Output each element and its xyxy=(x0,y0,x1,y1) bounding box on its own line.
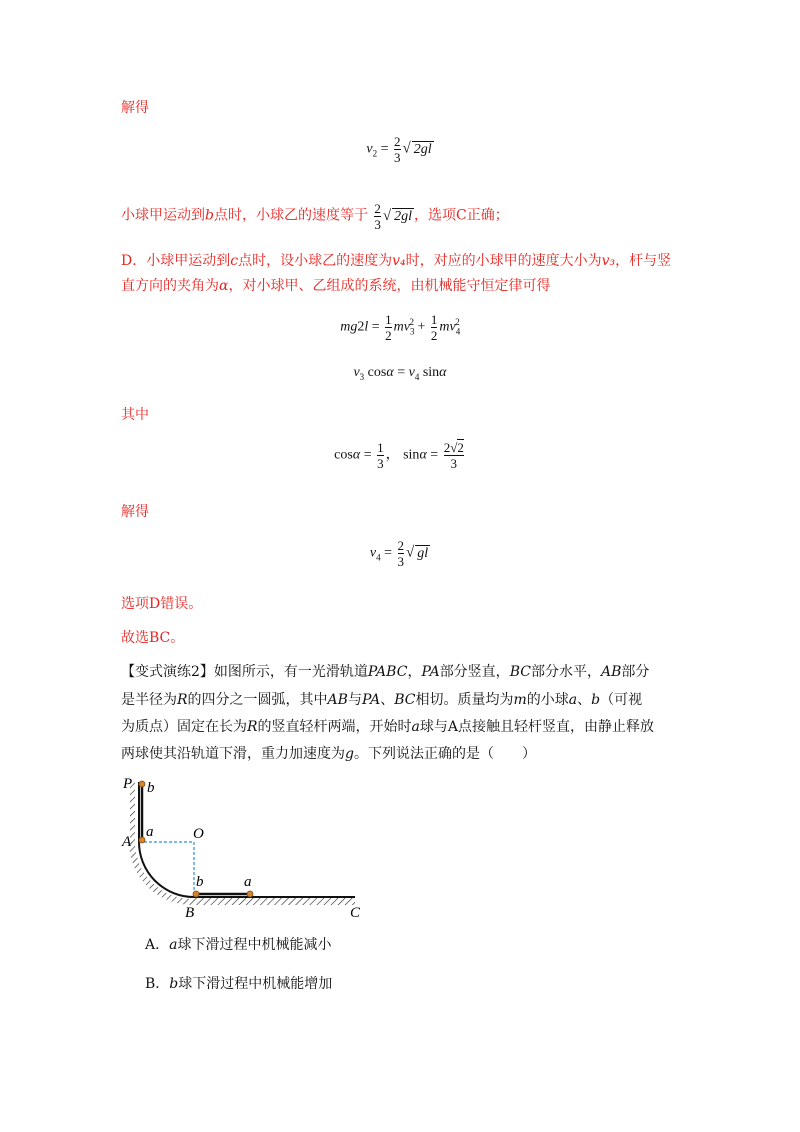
option-b[interactable]: B．b球下滑过程中机械能增加 xyxy=(145,976,333,992)
label-b-top: b xyxy=(147,780,155,796)
floor-hatching xyxy=(192,898,355,905)
label-P: P xyxy=(123,776,133,792)
option-d-wrong: 选项D错误。 xyxy=(121,596,203,612)
label-O: O xyxy=(193,826,204,842)
problem-line1: 【变式演练2】如图所示，有一光滑轨道PABC，PA部分竖直，BC部分水平，AB部分 xyxy=(121,664,650,680)
qi-zhong: 其中 xyxy=(121,407,149,423)
label-a-left: a xyxy=(146,824,154,840)
equation-velocity: $v_3$ $\cos\alpha = v_4$ sinα xyxy=(353,365,447,382)
problem-line2: 是半径为R的四分之一圆弧，其中AB与PA、BC相切。质量均为m的小球a、b（可视 xyxy=(121,692,643,708)
track-figure xyxy=(110,772,380,922)
ball-a-left xyxy=(139,837,145,843)
label-b-bottom: b xyxy=(196,874,204,890)
ball-a-bottom xyxy=(247,891,253,897)
equation-energy: mg2l = $\frac{1}{2}$ $mv_3^2$ + $\frac{1}{2}$ $mv_4^2$ xyxy=(340,312,461,343)
equation-trig: cosα = $\frac{1}{3}$ ， sinα = $\frac{2√2}{3}$ xyxy=(334,440,464,471)
equation-v4: $v_4$ = $\frac{2}{3}$ √ gl xyxy=(369,538,429,569)
ball-b-top xyxy=(139,781,145,787)
problem-line3: 为质点）固定在长为R的竖直轻杆两端，开始时a球与A点接触且轻杆竖直，由静止释放 xyxy=(121,719,655,735)
option-d-line1: D．小球甲运动到c点时，设小球乙的速度为v₄时，对应的小球甲的速度大小为v₃，杆与竖 xyxy=(121,253,672,269)
problem-line4: 两球使其沿轨道下滑，重力加速度为g。下列说法正确的是（ ） xyxy=(121,746,536,762)
label-A: A xyxy=(122,834,132,850)
jie-de-1: 解得 xyxy=(121,100,149,116)
track-ab xyxy=(139,842,194,897)
label-a-bottom: a xyxy=(244,874,252,890)
answer-line: 故选BC。 xyxy=(121,630,185,646)
label-B: B xyxy=(185,905,195,921)
jie-de-2: 解得 xyxy=(121,504,149,520)
statement-b-point: 小球甲运动到b点时，小球乙的速度等于 $\frac{2}{3}$ √ 2gl ，选项C正确； xyxy=(121,201,509,232)
ball-b-bottom xyxy=(193,891,199,897)
option-d-line2: 直方向的夹角为α，对小球甲、乙组成的系统，由机械能守恒定律可得 xyxy=(121,278,551,294)
option-a[interactable]: A．a球下滑过程中机械能减小 xyxy=(145,937,332,953)
equation-v2: $v_2$ = $\frac{2}{3}$ √ 2gl xyxy=(366,134,432,165)
label-C: C xyxy=(350,905,361,921)
